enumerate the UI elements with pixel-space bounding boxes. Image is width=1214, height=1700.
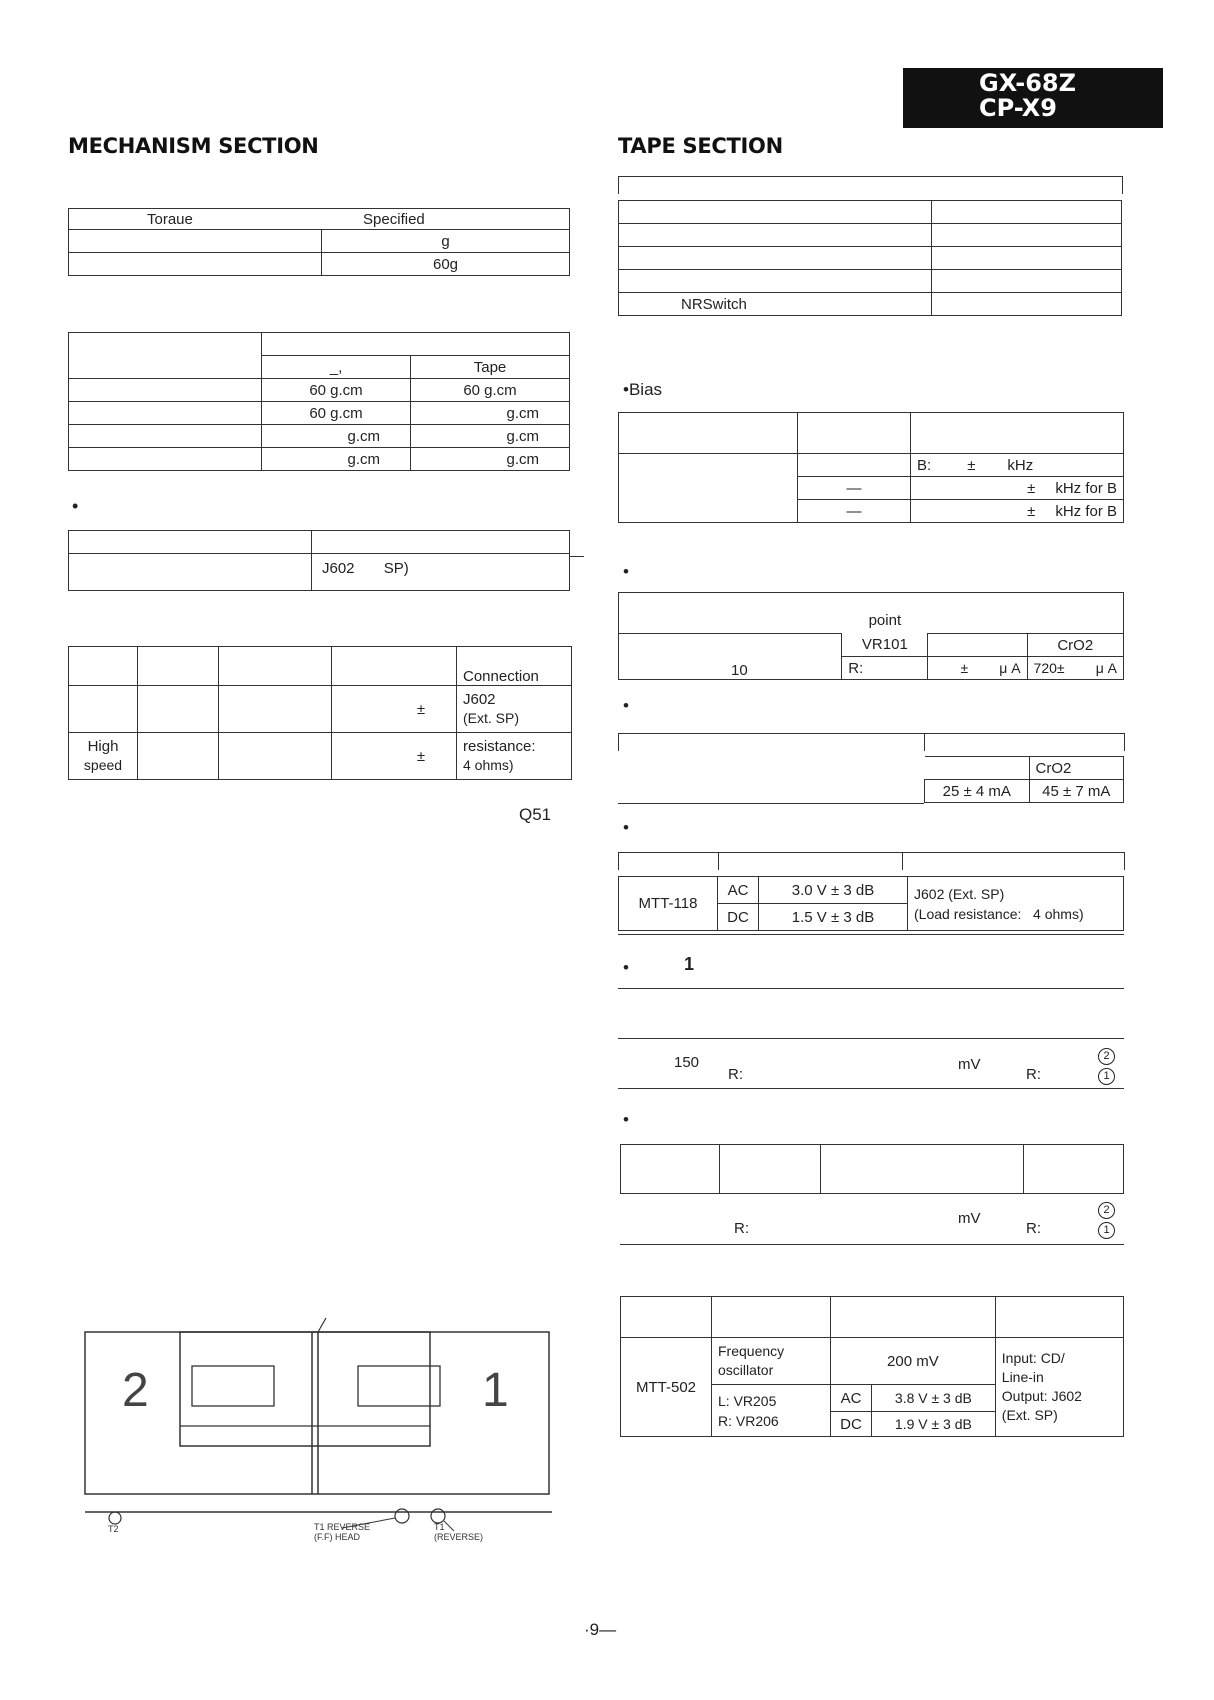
mtt118-conn-2: (Load resistance: 4 ohms) — [914, 905, 1084, 922]
bullet-left-1: • — [72, 496, 79, 516]
t2-label: T2 — [108, 1524, 119, 1534]
bias-table — [618, 412, 1124, 523]
t1-reverse-marker — [431, 1509, 445, 1523]
mechanism-diagram — [82, 1306, 562, 1546]
tape-row-2-col-2: g.cm — [411, 402, 570, 425]
mtt-118-table — [618, 876, 1124, 931]
tape-row-1-col-2: 60 g.cm — [411, 379, 570, 402]
mtt502-200mv: 200 mV — [831, 1338, 996, 1385]
mtt502-name: MTT-502 — [621, 1338, 712, 1437]
mtt502-r-vr: R: VR206 — [718, 1412, 779, 1429]
bias-pm-2: ± — [1027, 479, 1036, 497]
t1-label-2: (REVERSE) — [434, 1532, 484, 1542]
output-table — [68, 530, 570, 591]
t1-reverse-label-2: (F.F) HEAD — [314, 1532, 360, 1542]
bullet-right-3: • — [623, 818, 629, 837]
mtt502-out-2: (Ext. SP) — [1001, 1407, 1058, 1423]
row150-value: 150 — [674, 1054, 700, 1071]
mtt502-in-1: Input: CD/ — [1001, 1350, 1065, 1366]
item-1-bullet: • — [623, 958, 629, 977]
t1-label-1: T1 — [434, 1522, 445, 1532]
speed-ext-sp: (Ext. SP) — [463, 710, 520, 726]
mtt118-ac-val: 3.0 V ± 3 dB — [759, 877, 908, 904]
model-badge — [903, 68, 1163, 128]
mtt502-out-1: Output: J602 — [1001, 1388, 1082, 1404]
bias-khz-for-b-1: kHz for B — [1055, 479, 1117, 497]
mtt118-dc-val: 1.5 V ± 3 dB — [759, 904, 908, 931]
torque-row-1-value: g — [322, 230, 570, 253]
tape-table-head-2: Tape — [411, 356, 570, 379]
q51-label: Q51 — [519, 805, 552, 824]
torque-row-2-value: 60g — [322, 253, 570, 276]
bias-dash-2: — — [798, 500, 911, 523]
model-line-2: CP-X9 — [979, 94, 1057, 122]
tape-torque-table — [68, 332, 570, 471]
t2-marker — [109, 1512, 121, 1524]
point-vr101: VR101 — [861, 636, 908, 654]
speed-pm-2: ± — [332, 733, 457, 780]
current-table — [924, 756, 1124, 803]
bullet-right-1: • — [623, 562, 629, 581]
torque-table — [68, 208, 570, 276]
point-label: point — [868, 611, 902, 629]
tape-section-title: TAPE SECTION — [618, 134, 783, 158]
bias-b-label: B: — [917, 456, 932, 474]
row150-circle-1: 1 — [1098, 1068, 1115, 1085]
nr-switch-table — [618, 200, 1122, 316]
speed-pm-1: ± — [332, 686, 457, 733]
speed-j602: J602 — [463, 691, 496, 708]
speed-resistance: resistance: — [463, 738, 536, 755]
bias-khz-for-b-2: kHz for B — [1055, 502, 1117, 520]
nr-switch-label: NRSwitch — [619, 293, 932, 316]
item-1-number: 1 — [684, 954, 695, 974]
t1-reverse-label-1: T1 REVERSE — [314, 1522, 371, 1532]
mtt118-dc: DC — [718, 904, 759, 931]
speed-table — [68, 646, 572, 780]
mtt118-name: MTT-118 — [619, 877, 718, 931]
mtt502-freq-1: Frequency — [718, 1343, 785, 1359]
mtt502-in-2: Line-in — [1001, 1369, 1044, 1385]
bullet-right-4: • — [623, 1110, 629, 1129]
point-ua-720: 720± μ A — [1027, 657, 1123, 680]
row150-r-1: R: — [728, 1066, 743, 1083]
row150-mv: mV — [958, 1056, 981, 1073]
table-b — [620, 1144, 1124, 1194]
point-ten: 10 — [619, 634, 842, 680]
mechanism-section-title: MECHANISM SECTION — [68, 134, 319, 158]
mtt502-dc: DC — [831, 1412, 872, 1437]
mtt502-dc-val: 1.9 V ± 3 dB — [872, 1412, 996, 1437]
bias-pm-1: ± — [967, 456, 976, 474]
mtt502-freq-2: oscillator — [718, 1362, 774, 1378]
bullet-right-2: • — [623, 696, 629, 715]
row150-r-2: R: — [1026, 1066, 1041, 1083]
current-val-1: 25 ± 4 mA — [925, 780, 1030, 803]
bias-khz: kHz — [1007, 456, 1034, 474]
mtt-502-table — [620, 1296, 1124, 1437]
mtt502-l-vr: L: VR205 — [718, 1392, 777, 1409]
speed-speed: speed — [83, 757, 123, 773]
t1-reverse-head-marker — [395, 1509, 409, 1523]
bias-title: •Bias — [623, 380, 663, 399]
tape-table-head-1: _, — [262, 356, 411, 379]
tape-row-4-col-2: g.cm — [411, 448, 570, 471]
point-pm-ua: ± μ A — [928, 657, 1027, 680]
speed-high: High — [87, 738, 119, 755]
speed-ohms: 4 ohms) — [463, 757, 514, 773]
mtt118-ac: AC — [718, 877, 759, 904]
rowb-mv: mV — [958, 1210, 981, 1227]
tape-row-3-col-2: g.cm — [411, 425, 570, 448]
mtt502-ac-val: 3.8 V ± 3 dB — [872, 1385, 996, 1412]
mtt118-conn-1: J602 (Ext. SP) — [914, 885, 1005, 902]
diagram-label-2: 2 — [122, 1364, 149, 1417]
point-cro2: CrO2 — [1027, 634, 1123, 657]
point-table — [618, 592, 1124, 680]
tape-row-4-col-1: g.cm — [262, 448, 411, 471]
rowb-circle-1: 1 — [1098, 1222, 1115, 1239]
point-r: R: — [842, 657, 928, 680]
tape-row-3-col-1: g.cm — [262, 425, 411, 448]
rowb-r-2: R: — [1026, 1220, 1041, 1237]
torque-header: Toraue — [147, 210, 193, 228]
mtt502-ac: AC — [831, 1385, 872, 1412]
tape-row-1-col-1: 60 g.cm — [262, 379, 411, 402]
page-number: ·9— — [584, 1620, 617, 1639]
connection-header: Connection — [457, 647, 572, 686]
bias-dash-1: — — [798, 477, 911, 500]
tape-row-2-col-1: 60 g.cm — [262, 402, 411, 425]
current-val-2: 45 ± 7 mA — [1029, 780, 1124, 803]
row150-circle-2: 2 — [1098, 1048, 1115, 1065]
specified-header: Specified — [363, 210, 425, 228]
diagram-label-1: 1 — [482, 1364, 509, 1417]
rowb-circle-2: 2 — [1098, 1202, 1115, 1219]
bias-pm-3: ± — [1027, 502, 1036, 520]
output-connection: J602 SP) — [312, 554, 570, 591]
model-line-1: GX-68Z — [979, 69, 1077, 97]
current-cro2: CrO2 — [1029, 757, 1124, 780]
rowb-r-1: R: — [734, 1220, 749, 1237]
